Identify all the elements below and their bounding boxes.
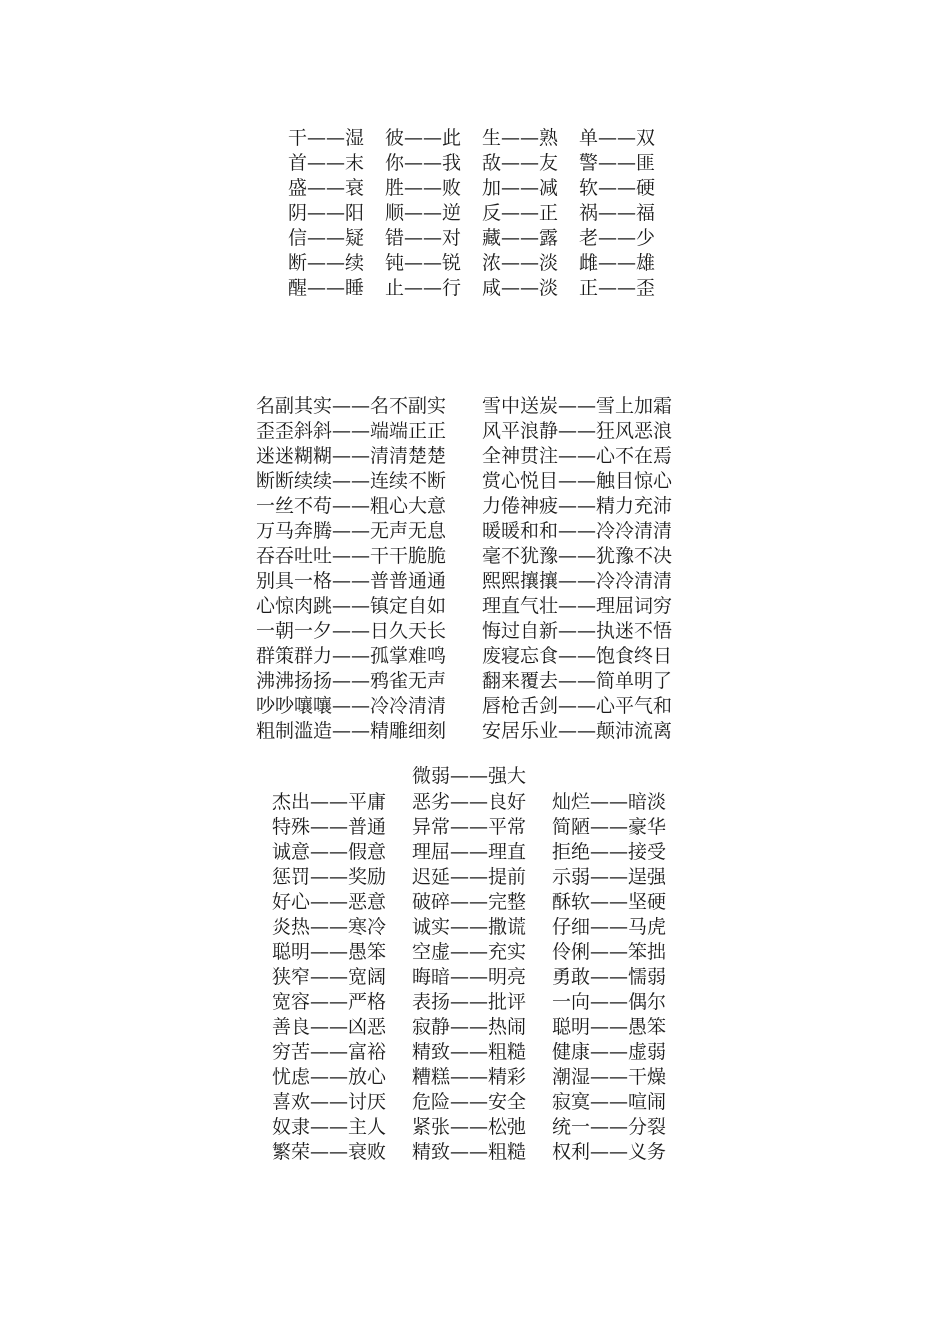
antonym-pair: 一丝不苟——粗心大意 [256,495,447,517]
antonym-pair: 生——熟 [482,127,559,149]
antonym-row [256,469,672,494]
antonym-row [288,251,655,276]
antonym-pair: 空虚——充实 [412,941,527,963]
antonym-pair: 安居乐业——颠沛流离 [482,720,673,742]
antonym-row [272,1065,666,1090]
antonym-pair: 紧张——松弛 [412,1116,527,1138]
antonym-pair: 一朝一夕——日久天长 [256,620,447,642]
antonym-pair: 赏心悦目——触目惊心 [482,470,673,492]
antonym-pair: 单——双 [579,127,656,149]
antonym-pair: 宽容——严格 [272,991,387,1013]
antonym-pair: 聪明——愚笨 [272,941,387,963]
antonym-pair: 潮湿——干燥 [552,1066,667,1088]
antonym-row [256,669,672,694]
antonym-row [256,494,672,519]
antonym-pair: 首——末 [288,152,365,174]
antonym-row [272,865,666,890]
antonym-pair: 迟延——提前 [412,866,527,888]
antonym-pair: 仔细——马虎 [552,916,667,938]
antonym-pair: 钝——锐 [385,252,462,274]
antonym-pair: 警——匪 [579,152,656,174]
antonym-pair: 好心——恶意 [272,891,387,913]
antonym-pair: 穷苦——富裕 [272,1041,387,1063]
antonym-pair: 祸——福 [579,202,656,224]
antonym-row [288,176,655,201]
antonym-pair: 敌——友 [482,152,559,174]
antonym-pair: 杰出——平庸 [272,791,387,813]
antonym-pair: 拒绝——接受 [552,841,667,863]
antonym-pair: 加——减 [482,177,559,199]
antonym-pair: 翻来覆去——简单明了 [482,670,673,692]
antonym-pair: 吵吵嚷嚷——冷冷清清 [256,695,447,717]
antonym-pair: 寂寞——喧闹 [552,1091,667,1113]
antonym-row [288,151,655,176]
word-antonym-heading-pair: 微弱——强大 [412,765,527,787]
antonym-row [288,201,655,226]
antonym-row [272,890,666,915]
antonym-row [272,790,666,815]
antonym-pair: 老——少 [579,227,656,249]
antonym-pair: 惩罚——奖励 [272,866,387,888]
antonym-pair: 诚实——撒谎 [412,916,527,938]
antonym-pair: 万马奔腾——无声无息 [256,520,447,542]
antonym-pair: 阴——阳 [288,202,365,224]
idiom-antonyms [256,394,672,744]
antonym-pair: 正——歪 [579,277,656,299]
antonym-pair: 顺——逆 [385,202,462,224]
antonym-pair: 糟糕——精彩 [412,1066,527,1088]
antonym-row [256,544,672,569]
antonym-pair: 忧虑——放心 [272,1066,387,1088]
antonym-pair: 心惊肉跳——镇定自如 [256,595,447,617]
antonym-pair: 善良——凶恶 [272,1016,387,1038]
antonym-pair: 你——我 [385,152,462,174]
antonym-pair: 理直气壮——理屈词穷 [482,595,673,617]
antonym-row [256,619,672,644]
antonym-pair: 毫不犹豫——犹豫不决 [482,545,673,567]
antonym-pair: 别具一格——普普通通 [256,570,447,592]
antonym-pair: 暖暖和和——冷冷清清 [482,520,673,542]
antonym-row [256,594,672,619]
antonym-pair: 干——湿 [288,127,365,149]
antonym-row [288,276,655,301]
antonym-pair: 止——行 [385,277,462,299]
antonym-row [272,940,666,965]
antonym-row [272,915,666,940]
antonym-pair: 狭窄——宽阔 [272,966,387,988]
antonym-row [256,394,672,419]
antonym-row [256,644,672,669]
antonym-row [272,840,666,865]
antonym-pair: 寂静——热闹 [412,1016,527,1038]
antonym-pair: 力倦神疲——精力充沛 [482,495,673,517]
antonym-pair: 炎热——寒冷 [272,916,387,938]
two-char-antonyms [272,790,666,1165]
antonym-pair: 唇枪舌剑——心平气和 [482,695,673,717]
antonym-pair: 统一——分裂 [552,1116,667,1138]
antonym-pair: 雌——雄 [579,252,656,274]
antonym-pair: 精致——粗糙 [412,1041,527,1063]
antonym-row [256,519,672,544]
antonym-pair: 精致——粗糙 [412,1141,527,1163]
antonym-pair: 迷迷糊糊——清清楚楚 [256,445,447,467]
antonym-row [272,1040,666,1065]
antonym-pair: 聪明——愚笨 [552,1016,667,1038]
antonym-pair: 风平浪静——狂风恶浪 [482,420,673,442]
antonym-pair: 软——硬 [579,177,656,199]
antonym-pair: 醒——睡 [288,277,365,299]
antonym-pair: 一向——偶尔 [552,991,667,1013]
antonym-pair: 健康——虚弱 [552,1041,667,1063]
antonym-pair: 断断续续——连续不断 [256,470,447,492]
antonym-pair: 盛——衰 [288,177,365,199]
antonym-pair: 简陋——豪华 [552,816,667,838]
antonym-pair: 特殊——普通 [272,816,387,838]
antonym-row [272,815,666,840]
antonym-pair: 雪中送炭——雪上加霜 [482,395,673,417]
antonym-row [272,1015,666,1040]
antonym-pair: 权利——义务 [552,1141,667,1163]
antonym-pair: 灿烂——暗淡 [552,791,667,813]
antonym-pair: 悔过自新——执迷不悟 [482,620,673,642]
antonym-pair: 群策群力——孤掌难鸣 [256,645,447,667]
antonym-pair: 熙熙攘攘——冷冷清清 [482,570,673,592]
antonym-pair: 错——对 [385,227,462,249]
antonym-row [256,569,672,594]
antonym-pair: 粗制滥造——精雕细刻 [256,720,447,742]
antonym-pair: 示弱——逞强 [552,866,667,888]
antonym-pair: 危险——安全 [412,1091,527,1113]
antonym-pair: 断——续 [288,252,365,274]
antonym-row [272,1140,666,1165]
antonym-row [288,126,655,151]
antonym-pair: 全神贯注——心不在焉 [482,445,673,467]
antonym-pair: 喜欢——讨厌 [272,1091,387,1113]
antonym-pair: 吞吞吐吐——干干脆脆 [256,545,447,567]
antonym-pair: 浓——淡 [482,252,559,274]
antonym-pair: 歪歪斜斜——端端正正 [256,420,447,442]
antonym-pair: 咸——淡 [482,277,559,299]
antonym-row [272,1115,666,1140]
antonym-pair: 勇敢——懦弱 [552,966,667,988]
antonym-pair: 反——正 [482,202,559,224]
single-char-antonyms [288,126,655,301]
antonym-row [272,1090,666,1115]
antonym-pair: 破碎——完整 [412,891,527,913]
antonym-row [288,226,655,251]
antonym-pair: 理屈——理直 [412,841,527,863]
antonym-row [272,990,666,1015]
antonym-pair: 藏——露 [482,227,559,249]
antonym-pair: 名副其实——名不副实 [256,395,447,417]
antonym-pair: 信——疑 [288,227,365,249]
antonym-pair: 伶俐——笨拙 [552,941,667,963]
antonym-row [256,444,672,469]
antonym-pair: 异常——平常 [412,816,527,838]
antonym-row [256,719,672,744]
antonym-row [256,419,672,444]
antonym-pair: 沸沸扬扬——鸦雀无声 [256,670,447,692]
antonym-row [272,965,666,990]
antonym-pair: 彼——此 [385,127,462,149]
antonym-pair: 废寝忘食——饱食终日 [482,645,673,667]
antonym-pair: 表扬——批评 [412,991,527,1013]
antonym-pair: 酥软——坚硬 [552,891,667,913]
antonym-pair: 诚意——假意 [272,841,387,863]
antonym-pair: 胜——败 [385,177,462,199]
antonym-pair: 恶劣——良好 [412,791,527,813]
antonym-pair: 奴隶——主人 [272,1116,387,1138]
antonym-pair: 晦暗——明亮 [412,966,527,988]
antonym-pair: 繁荣——衰败 [272,1141,387,1163]
antonym-row [256,694,672,719]
